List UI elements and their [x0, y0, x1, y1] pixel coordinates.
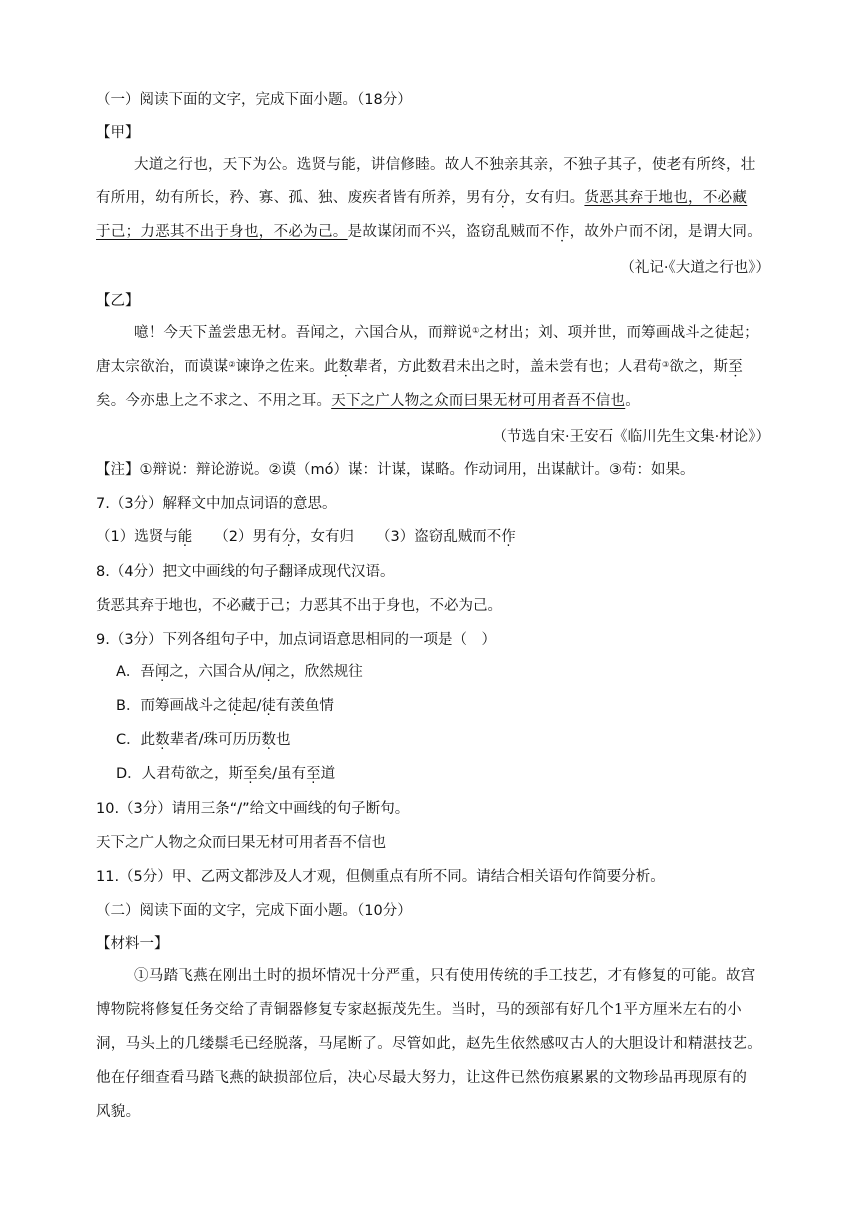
q11-title: 11.（5分）甲、乙两文都涉及人才观，但侧重点有所不同。请结合相关语句作简要分析。 [96, 869, 665, 885]
q8-text: 货恶其弃于地也，不必藏于己；力恶其不出于身也，不必为己。 [96, 598, 502, 614]
yi-line-2: 唐太宗欲治，而谟谋②谏诤之佐来。此数辈者，方此数君未出之时，盖未尝有也；人君苟③欲之，斯至 [96, 359, 743, 375]
q7-title: 7.（3分）解释文中加点词语的意思。 [96, 496, 337, 512]
material1-line-3: 洞，马头上的几缕鬃毛已经脱落，马尾断了。尽管如此，赵先生依然感叹古人的大胆设计和精湛技艺。 [96, 1036, 762, 1052]
yi-label: 【乙】 [96, 293, 140, 309]
dotted-char: 数 [155, 732, 170, 748]
dotted-char: 作 [501, 529, 516, 545]
dotted-char: 至 [728, 359, 743, 375]
dotted-char: 数 [338, 359, 354, 375]
q9-option-a: A．吾闻之，六国合从/闻之，欣然规往 [116, 664, 363, 680]
jia-line-3: 于己；力恶其不出于身也，不必为己。是故谋闭而不兴，盗窃乱贼而不作，故外户而不闭，是谓大同。 [96, 224, 763, 240]
dotted-char: 徒 [261, 698, 276, 714]
dotted-char: 至 [306, 766, 321, 782]
jia-label: 【甲】 [96, 125, 140, 141]
jia-line-2: 有所用，幼有所长，矜、寡、孤、独、废疾者皆有所养，男有分，女有归。货恶其弃于地也，不必藏 [96, 190, 748, 206]
yi-line-1: 噫！今天下盖尝患无材。吾闻之，六国合从，而辩说①之材出；刘、项并世，而筹画战斗之徒起； [134, 325, 759, 341]
jia-source: （礼记·《大道之行也》） [620, 260, 770, 276]
material1-line-5: 风貌。 [96, 1104, 141, 1120]
q10-title: 10.（3分）请用三条“/”给文中画线的句子断句。 [96, 801, 410, 817]
dotted-char: 分 [281, 529, 296, 545]
dotted-char: 闻 [261, 664, 276, 680]
q9-option-c: C．此数辈者/珠可历历数也 [116, 732, 291, 748]
section1-heading: （一）阅读下面的文字，完成下面小题。（18分） [96, 92, 412, 108]
q8-title: 8.（4分）把文中画线的句子翻译成现代汉语。 [96, 564, 395, 580]
dotted-char: 数 [261, 732, 277, 748]
q9-option-b: B．而筹画战斗之徒起/徒有羡鱼情 [116, 698, 334, 714]
q10-text: 天下之广人物之众而曰果无材可用者吾不信也 [96, 835, 386, 851]
q9-option-d: D．人君苟欲之，斯至矣/虽有至道 [116, 766, 336, 782]
dotted-char: 作 [554, 224, 570, 240]
material1-label: 【材料一】 [96, 936, 169, 952]
dotted-char: 能 [177, 529, 193, 545]
dotted-char: 分 [495, 190, 511, 206]
material1-line-2: 博物院将修复任务交给了青铜器修复专家赵振茂先生。当时，马的颈部有好几个1平方厘米左右的小 [96, 1002, 742, 1018]
annotation-note: 【注】①辩说：辩论游说。②谟（mó）谋：计谋，谋略。作动词用，出谋献计。③苟：如果。 [96, 462, 695, 478]
dotted-char: 闻 [154, 664, 170, 680]
section2-heading: （二）阅读下面的文字，完成下面小题。（10分） [96, 903, 412, 919]
yi-source: （节选自宋·王安石《临川先生文集·材论》） [492, 429, 770, 445]
underlined-sentence: 于己；力恶其不出于身也，不必为己。 [96, 224, 348, 240]
underlined-sentence: 货恶其弃于地也，不必藏 [584, 190, 748, 206]
dotted-char: 徒 [227, 698, 242, 714]
q9-title: 9.（3分）下列各组句子中，加点词语意思相同的一项是（ ） [96, 632, 497, 648]
jia-line-1: 大道之行也，天下为公。选贤与能，讲信修睦。故人不独亲其亲，不独子其子，使老有所终，壮 [134, 157, 756, 173]
dotted-char: 至 [243, 766, 258, 782]
yi-line-3: 矣。今亦患上之不求之、不用之耳。天下之广人物之众而曰果无材可用者吾不信也。 [96, 393, 640, 409]
material1-line-4: 他在仔细查看马踏飞燕的缺损部位后，决心尽最大努力，让这件已然伤痕累累的文物珍品再现原有的 [96, 1070, 748, 1086]
underlined-sentence: 天下之广人物之众而曰果无材可用者吾不信也 [331, 393, 626, 409]
q7-parts: （1）选贤与能 （2）男有分，女有归 （3）盗窃乱贼而不作 [96, 529, 516, 545]
material1-line-1: ①马踏飞燕在刚出土时的损坏情况十分严重，只有使用传统的手工技艺，才有修复的可能。故宫 [134, 968, 756, 984]
